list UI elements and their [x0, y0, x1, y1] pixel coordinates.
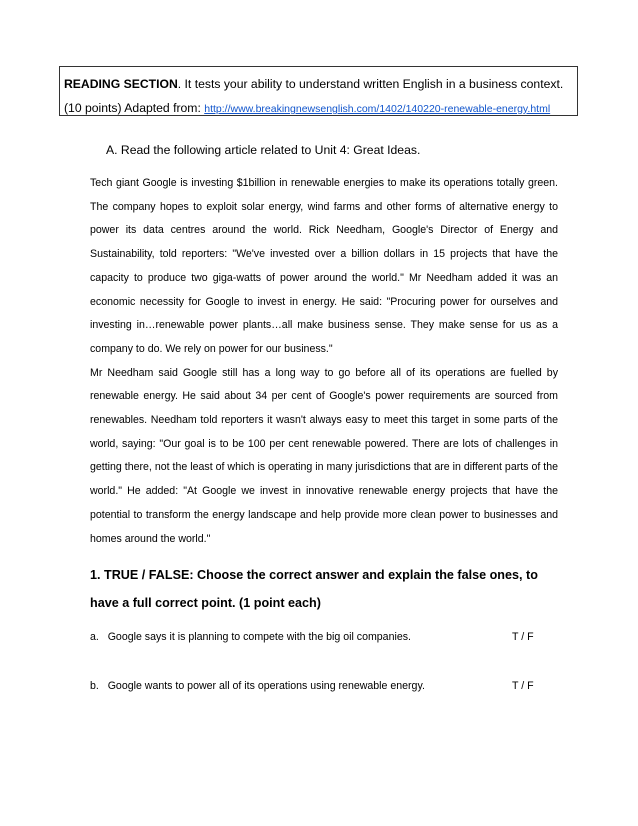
article-paragraph-2: Mr Needham said Google still has a long way to go before all of its operations are fuelled by renewable energy. He said about 34 per cent of Google's power requirements are sourced from renewables. Needham told reporters it wasn't always easy to meet this target in some parts of the world, saying: "Our goal is to be 100 per cent renewable powered. There are lots of challenges in getting there, not the least of which is operating in many jurisdictions that are in different parts of the world." He added: "At Google we invest in innovative renewable energy projects that have the potential to transform the energy landscape and help provide more clean power to businesses and homes around the world.": [90, 366, 558, 545]
question-item-text: a. Google says it is planning to compete with the big oil companies.: [90, 631, 411, 643]
article-text: [90, 172, 558, 551]
section-a-heading: A. Read the following article related to Unit 4: Great Ideas.: [106, 143, 421, 157]
reading-section-box: [59, 66, 578, 116]
true-false-option[interactable]: T / F: [512, 631, 534, 643]
article-paragraph-1: Tech giant Google is investing $1billion in renewable energies to make its operations totally green. The company hopes to exploit solar energy, wind farms and other forms of alternative energy to power its data centres around the world. Rick Needham, Google's Director of Energy and Sustainability, told reporters: "We've invested over a billion dollars in 15 projects that have the capacity to produce two giga-watts of power around the world." Mr Needham added it was an economic necessity for Google to invest in energy. He said: "Procuring power for ourselves and investing in…renewable power plants…all make business sense. They make sense for us as a company to do. We rely on power for our business.": [90, 177, 558, 355]
reading-section-label: READING SECTION: [64, 77, 178, 91]
question-item-text: b. Google wants to power all of its operations using renewable energy.: [90, 680, 425, 692]
true-false-option[interactable]: T / F: [512, 680, 534, 692]
reading-section-description: . It tests your ability to understand written English in a business context. (10 points) Adapted from:: [64, 77, 564, 115]
source-link[interactable]: http://www.breakingnewsenglish.com/1402/140220-renewable-energy.html: [204, 103, 551, 115]
question-1-title: 1. TRUE / FALSE: Choose the correct answer and explain the false ones, to have a full correct point. (1 point each): [90, 568, 538, 610]
